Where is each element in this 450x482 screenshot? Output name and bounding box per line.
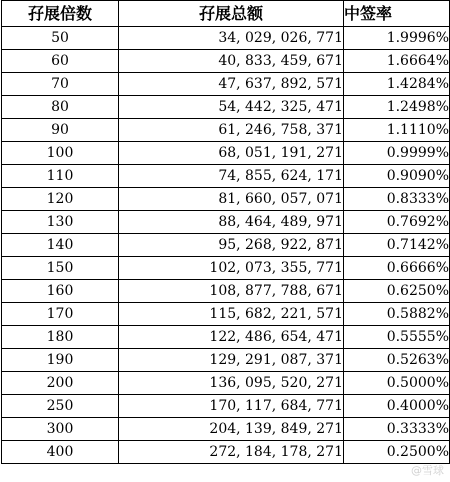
cell-allotment-rate: 0.5555% (344, 326, 450, 349)
table-row (2, 142, 450, 165)
table-row (2, 234, 450, 257)
table-row (2, 441, 450, 464)
cell-allotment-rate: 0.9999% (344, 142, 450, 165)
cell-margin-total: 40, 833, 459, 671 (119, 50, 344, 73)
cell-allotment-rate: 0.5882% (344, 303, 450, 326)
cell-allotment-rate: 0.2500% (344, 441, 450, 464)
table-row (2, 326, 450, 349)
cell-allotment-rate: 1.1110% (344, 119, 450, 142)
header-margin-total: 孖展总额 (119, 1, 344, 27)
cell-allotment-rate: 1.2498% (344, 96, 450, 119)
table-row (2, 372, 450, 395)
cell-margin-total: 272, 184, 178, 271 (119, 441, 344, 464)
table-row (2, 211, 450, 234)
cell-allotment-rate: 0.4000% (344, 395, 450, 418)
cell-margin-total: 122, 486, 654, 471 (119, 326, 344, 349)
cell-margin-total: 47, 637, 892, 571 (119, 73, 344, 96)
cell-margin-multiple: 70 (2, 73, 119, 96)
watermark: @雪球 (411, 464, 444, 477)
table-row (2, 188, 450, 211)
cell-margin-total: 95, 268, 922, 871 (119, 234, 344, 257)
cell-allotment-rate: 0.5000% (344, 372, 450, 395)
table-row (2, 165, 450, 188)
cell-margin-total: 54, 442, 325, 471 (119, 96, 344, 119)
table-row (2, 50, 450, 73)
table-row (2, 119, 450, 142)
table-row (2, 303, 450, 326)
cell-margin-multiple: 400 (2, 441, 119, 464)
header-allotment-rate: 中签率 (344, 1, 450, 27)
cell-margin-total: 61, 246, 758, 371 (119, 119, 344, 142)
cell-margin-multiple: 100 (2, 142, 119, 165)
cell-margin-total: 170, 117, 684, 771 (119, 395, 344, 418)
table-body (2, 27, 450, 464)
cell-margin-total: 136, 095, 520, 271 (119, 372, 344, 395)
cell-margin-multiple: 180 (2, 326, 119, 349)
cell-margin-total: 115, 682, 221, 571 (119, 303, 344, 326)
cell-allotment-rate: 0.5263% (344, 349, 450, 372)
cell-margin-multiple: 120 (2, 188, 119, 211)
cell-margin-total: 108, 877, 788, 671 (119, 280, 344, 303)
table-row (2, 418, 450, 441)
cell-margin-multiple: 50 (2, 27, 119, 50)
table-row (2, 73, 450, 96)
table-row (2, 395, 450, 418)
cell-margin-multiple: 300 (2, 418, 119, 441)
cell-margin-multiple: 110 (2, 165, 119, 188)
cell-margin-multiple: 200 (2, 372, 119, 395)
cell-allotment-rate: 1.6664% (344, 50, 450, 73)
cell-margin-total: 81, 660, 057, 071 (119, 188, 344, 211)
cell-margin-multiple: 140 (2, 234, 119, 257)
cell-margin-total: 102, 073, 355, 771 (119, 257, 344, 280)
cell-margin-multiple: 60 (2, 50, 119, 73)
cell-allotment-rate: 0.8333% (344, 188, 450, 211)
cell-margin-total: 74, 855, 624, 171 (119, 165, 344, 188)
cell-margin-multiple: 160 (2, 280, 119, 303)
table-row (2, 280, 450, 303)
cell-allotment-rate: 0.7142% (344, 234, 450, 257)
subscription-table (1, 0, 450, 464)
cell-margin-total: 129, 291, 087, 371 (119, 349, 344, 372)
cell-margin-multiple: 130 (2, 211, 119, 234)
cell-margin-multiple: 150 (2, 257, 119, 280)
cell-allotment-rate: 0.9090% (344, 165, 450, 188)
cell-margin-multiple: 190 (2, 349, 119, 372)
cell-margin-total: 204, 139, 849, 271 (119, 418, 344, 441)
cell-margin-multiple: 250 (2, 395, 119, 418)
table-row (2, 257, 450, 280)
cell-margin-total: 68, 051, 191, 271 (119, 142, 344, 165)
cell-margin-multiple: 90 (2, 119, 119, 142)
cell-margin-total: 34, 029, 026, 771 (119, 27, 344, 50)
cell-margin-multiple: 80 (2, 96, 119, 119)
table-row (2, 27, 450, 50)
cell-allotment-rate: 1.4284% (344, 73, 450, 96)
cell-allotment-rate: 1.9996% (344, 27, 450, 50)
cell-allotment-rate: 0.7692% (344, 211, 450, 234)
header-margin-multiple: 孖展倍数 (2, 1, 119, 27)
cell-allotment-rate: 0.6666% (344, 257, 450, 280)
cell-allotment-rate: 0.3333% (344, 418, 450, 441)
cell-margin-total: 88, 464, 489, 971 (119, 211, 344, 234)
cell-margin-multiple: 170 (2, 303, 119, 326)
cell-allotment-rate: 0.6250% (344, 280, 450, 303)
header-row (2, 1, 450, 27)
table-row (2, 349, 450, 372)
table-row (2, 96, 450, 119)
